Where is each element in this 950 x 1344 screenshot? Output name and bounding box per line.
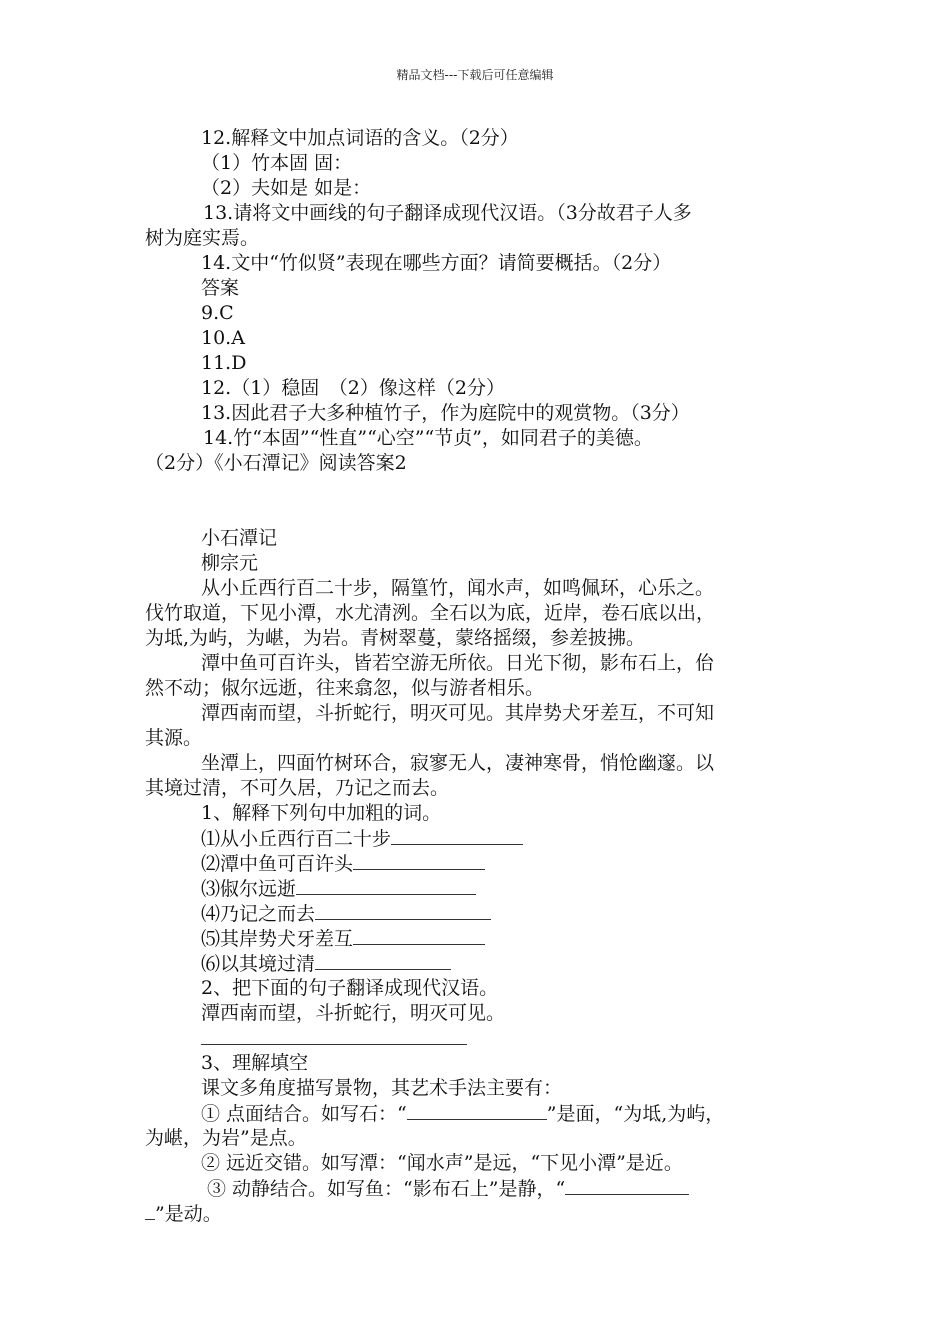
passage-paragraph-4-line-2: 其境过清，不可久居，乃记之而去。 (145, 777, 450, 799)
exercise-1-item-2 (145, 851, 815, 876)
exercise-1-item-2-text: ⑵潭中鱼可百许头 (201, 853, 354, 875)
exercise-3-item-1-text-b: ”是面，“为坻,为屿， (546, 1103, 725, 1125)
question-13-line-2: 树为庭实焉。 (145, 227, 260, 249)
answer-blank[interactable] (315, 951, 451, 970)
passage-paragraph-4-line-1: 坐潭上，四面竹树环合，寂寥无人，凄神寒骨，悄怆幽邃。以 (201, 752, 715, 774)
passage-paragraph-3-line-2: 其源。 (145, 727, 203, 749)
answer-blank[interactable] (315, 901, 491, 920)
exercise-3-item-3-line-2 (145, 1201, 815, 1226)
exercise-1-item-1 (145, 826, 815, 851)
exercise-2-sentence: 潭西南而望，斗折蛇行，明灭可见。 (201, 1002, 506, 1024)
exercise-1-item-6-text: ⑹以其境过清 (201, 953, 316, 975)
answers-heading: 答案 (201, 277, 240, 299)
answer-blank[interactable] (353, 926, 485, 945)
passage-paragraph-1-line-2: 伐竹取道，下见小潭，水尤清洌。全石以为底，近岸，卷石底以出， (145, 602, 716, 624)
answer-14-line-1: 14.竹“本固”“性直”“心空”“节贞”，如同君子的美德。 (203, 427, 653, 449)
answer-blank[interactable] (391, 826, 523, 845)
section-gap (145, 476, 815, 526)
exercise-1-item-4-text: ⑷乃记之而去 (201, 903, 316, 925)
exercise-1-item-6 (145, 951, 815, 976)
page-header: 精品文档---下载后可任意编辑 (396, 68, 554, 82)
exercise-3-item-1-text-a: ① 点面结合。如写石：“ (201, 1103, 407, 1125)
answer-blank[interactable] (201, 1026, 467, 1045)
passage-title: 小石潭记 (201, 527, 278, 549)
exercise-1-item-1-text: ⑴从小丘西行百二十步 (201, 828, 392, 850)
question-12-item-2: （2）夫如是 如是： (201, 177, 372, 199)
question-12-title: 12.解释文中加点词语的含义。（2分） (201, 127, 519, 149)
exercise-3-item-1-line-1 (145, 1101, 815, 1126)
passage-paragraph-2-line-1: 潭中鱼可百许头，皆若空游无所依。日光下彻，影布石上，佁 (201, 652, 715, 674)
passage-paragraph-2-line-2: 然不动；俶尔远逝，往来翕忽，似与游者相乐。 (145, 677, 545, 699)
question-12-item-1: （1）竹本固 固： (201, 152, 353, 174)
passage-paragraph-1-line-3: 为坻,为屿，为嵁，为岩。青树翠蔓，蒙络摇缀，参差披拂。 (145, 627, 646, 649)
question-14-title: 14.文中“竹似贤”表现在哪些方面？请简要概括。（2分） (201, 252, 672, 274)
exercise-3-intro: 课文多角度描写景物，其艺术手法主要有： (201, 1077, 563, 1099)
answer-blank[interactable] (296, 876, 476, 895)
exercise-1-item-5-text: ⑸其岸势犬牙差互 (201, 928, 354, 950)
answer-13: 13.因此君子大多种植竹子，作为庭院中的观赏物。（3分） (201, 402, 690, 424)
answer-blank[interactable] (353, 851, 485, 870)
exercise-3-item-1-line-2: 为嵁，为岩”是点。 (145, 1127, 307, 1149)
passage-paragraph-3-line-1: 潭西南而望，斗折蛇行，明灭可见。其岸势犬牙差互，不可知 (201, 702, 715, 724)
answer-blank[interactable] (145, 1201, 155, 1220)
exercise-3-item-3-text-b: ”是动。 (155, 1203, 222, 1225)
answer-9: 9.C (201, 302, 234, 324)
passage-paragraph-1-line-1: 从小丘西行百二十步，隔篁竹，闻水声，如鸣佩环，心乐之。 (201, 577, 715, 599)
exercise-1-title: 1、解释下列句中加粗的词。 (201, 802, 442, 824)
question-13-line-1: 13.请将文中画线的句子翻译成现代汉语。（3分故君子人多 (203, 202, 692, 224)
exercise-3-item-3-line-1 (145, 1176, 815, 1201)
exercise-2-title: 2、把下面的句子翻译成现代汉语。 (201, 977, 499, 999)
document-body (145, 126, 815, 1226)
answer-14-line-2: （2分）《小石潭记》阅读答案2 (145, 452, 407, 474)
answer-blank[interactable] (407, 1101, 547, 1120)
exercise-1-item-5 (145, 926, 815, 951)
exercise-3-item-3-text-a: ③ 动静结合。如写鱼：“影布石上”是静，“ (207, 1178, 566, 1200)
exercise-3-title: 3、理解填空 (201, 1052, 309, 1074)
answer-blank[interactable] (565, 1176, 689, 1195)
exercise-1-item-3-text: ⑶俶尔远逝 (201, 878, 297, 900)
answer-12: 12.（1）稳固 （2）像这样（2分） (201, 377, 505, 399)
exercise-2-answer-line (145, 1026, 815, 1051)
passage-author: 柳宗元 (201, 552, 259, 574)
answer-11: 11.D (201, 352, 247, 374)
answer-10: 10.A (201, 327, 245, 349)
exercise-3-item-2: ② 远近交错。如写潭：“闻水声”是远，“下见小潭”是近。 (201, 1152, 683, 1174)
exercise-1-item-3 (145, 876, 815, 901)
exercise-1-item-4 (145, 901, 815, 926)
